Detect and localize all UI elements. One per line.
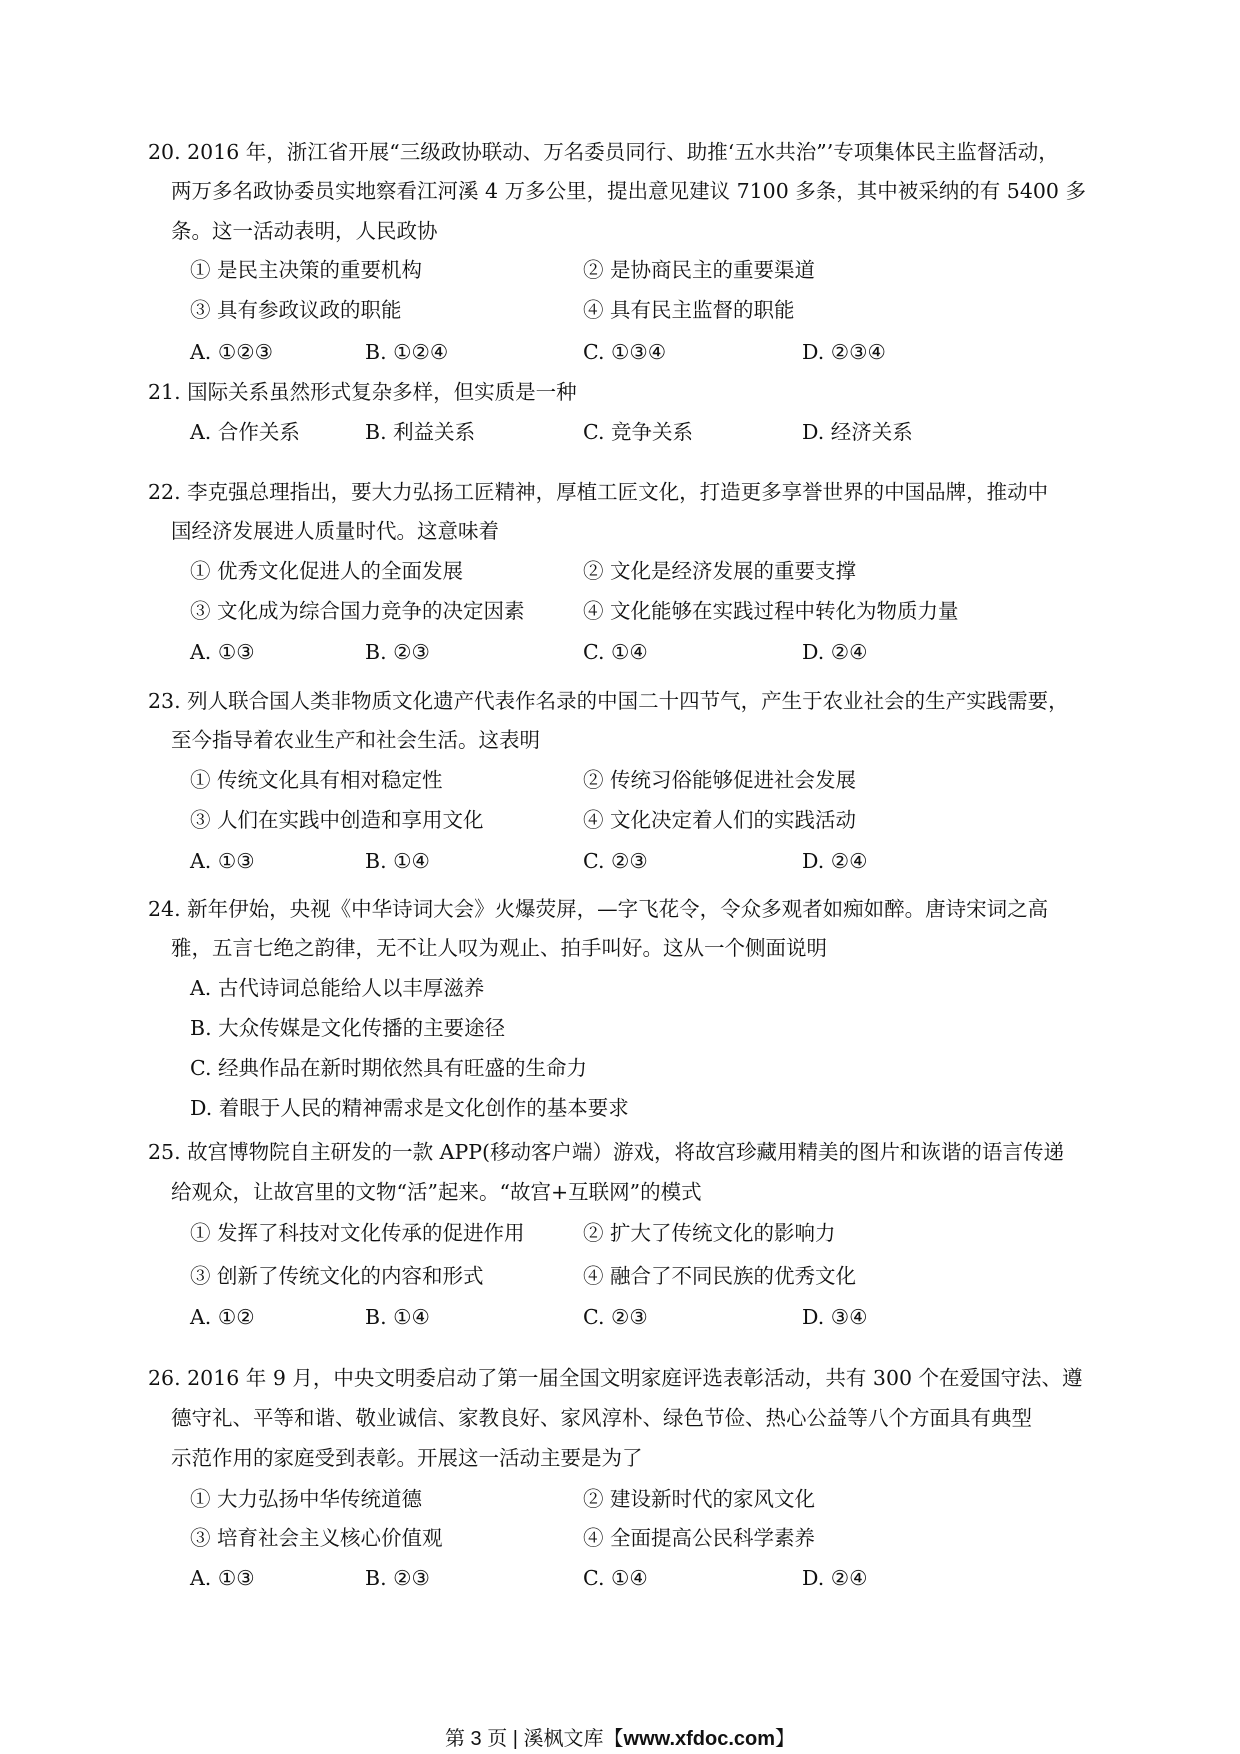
- question-text: 条。这一活动表明，人民政协: [171, 219, 438, 243]
- statement: ④ 文化决定着人们的实践活动: [583, 808, 857, 832]
- statement: ① 大力弘扬中华传统道德: [190, 1487, 423, 1511]
- question-text: 20. 2016 年，浙江省开展“三级政协联动、万名委员同行、助推‘五水共治”’专项集体民主监督活动，: [148, 140, 1059, 164]
- page-footer: [0, 1722, 1240, 1751]
- choice-b: B. 利益关系: [365, 420, 476, 444]
- question-text: 24. 新年伊始，央视《中华诗词大会》火爆荧屏，—字飞花令，令众多观者如痴如醉。唐诗宋词之高: [148, 897, 1049, 921]
- choice-a: A. ①②③: [190, 340, 273, 364]
- choice-d: D. ②③④: [802, 340, 886, 364]
- statement: ② 传统习俗能够促进社会发展: [583, 768, 857, 792]
- statement: ④ 文化能够在实践过程中转化为物质力量: [583, 599, 959, 623]
- choice-d: D. 经济关系: [802, 420, 913, 444]
- question-text: 国经济发展进人质量时代。这意味着: [171, 519, 499, 543]
- choice-c: C. ①④: [583, 1566, 648, 1590]
- footer-site-link[interactable]: www.xfdoc.com: [623, 1728, 776, 1750]
- statement: ① 优秀文化促进人的全面发展: [190, 559, 464, 583]
- question-text: 雅，五言七绝之韵律，无不让人叹为观止、拍手叫好。这从一个侧面说明: [171, 936, 827, 960]
- statement: ④ 全面提高公民科学素养: [583, 1526, 816, 1550]
- choice-d: D. ③④: [802, 1305, 868, 1329]
- choice-d: D. ②④: [802, 640, 868, 664]
- question-text: 26. 2016 年 9 月，中央文明委启动了第一届全国文明家庭评选表彰活动，共有 300 个在爱国守法、遵: [148, 1366, 1083, 1390]
- choice-a: A. 古代诗词总能给人以丰厚滋养: [190, 976, 485, 1000]
- question-text: 25. 故宫博物院自主研发的一款 APP(移动客户端）游戏，将故宫珍藏用精美的图片和诙谐的语言传递: [148, 1140, 1065, 1164]
- choice-c: C. 经典作品在新时期依然具有旺盛的生命力: [190, 1056, 587, 1080]
- choice-a: A. 合作关系: [190, 420, 300, 444]
- statement: ③ 文化成为综合国力竞争的决定因素: [190, 599, 525, 623]
- choice-a: A. ①②: [190, 1305, 255, 1329]
- choice-c: C. ②③: [583, 849, 648, 873]
- question-text: 给观众，让故宫里的文物“活”起来。“故宫+互联网”的模式: [171, 1180, 702, 1204]
- statement: ③ 培育社会主义核心价值观: [190, 1526, 443, 1550]
- choice-b: B. ①④: [365, 849, 430, 873]
- choice-b: B. ①④: [365, 1305, 430, 1329]
- question-text: 德守礼、平等和谐、敬业诚信、家教良好、家风淳朴、绿色节俭、热心公益等八个方面具有典型: [171, 1406, 1032, 1430]
- choice-a: A. ①③: [190, 640, 255, 664]
- statement: ① 传统文化具有相对稳定性: [190, 768, 443, 792]
- choice-c: C. ①④: [583, 640, 648, 664]
- statement: ① 是民主决策的重要机构: [190, 258, 423, 282]
- choice-d: D. 着眼于人民的精神需求是文化创作的基本要求: [190, 1096, 629, 1120]
- choice-b: B. ①②④: [365, 340, 449, 364]
- statement: ③ 创新了传统文化的内容和形式: [190, 1264, 484, 1288]
- statement: ② 文化是经济发展的重要支撑: [583, 559, 857, 583]
- choice-a: A. ①③: [190, 849, 255, 873]
- statement: ② 是协商民主的重要渠道: [583, 258, 816, 282]
- question-text: 23. 列人联合国人类非物质文化遗产代表作名录的中国二十四节气，产生于农业社会的生产实践需要，: [148, 689, 1069, 713]
- statement: ② 建设新时代的家风文化: [583, 1487, 816, 1511]
- choice-a: A. ①③: [190, 1566, 255, 1590]
- choice-b: B. ②③: [365, 1566, 430, 1590]
- statement: ② 扩大了传统文化的影响力: [583, 1221, 836, 1245]
- choice-c: C. ②③: [583, 1305, 648, 1329]
- choice-c: C. 竞争关系: [583, 420, 693, 444]
- statement: ① 发挥了科技对文化传承的促进作用: [190, 1221, 525, 1245]
- statement: ③ 具有参政议政的职能: [190, 298, 402, 322]
- choice-d: D. ②④: [802, 1566, 868, 1590]
- choice-c: C. ①③④: [583, 340, 667, 364]
- choice-b: B. ②③: [365, 640, 430, 664]
- footer-page-label: 第 3 页 | 溪枫文库【: [444, 1728, 624, 1750]
- question-text: 22. 李克强总理指出，要大力弘扬工匠精神，厚植工匠文化，打造更多享誉世界的中国品牌，推动中: [148, 480, 1049, 504]
- choice-d: D. ②④: [802, 849, 868, 873]
- question-text: 示范作用的家庭受到表彰。开展这一活动主要是为了: [171, 1446, 643, 1470]
- choice-b: B. 大众传媒是文化传播的主要途径: [190, 1016, 506, 1040]
- statement: ④ 融合了不同民族的优秀文化: [583, 1264, 857, 1288]
- question-text: 至今指导着农业生产和社会生活。这表明: [171, 728, 540, 752]
- statement: ④ 具有民主监督的职能: [583, 298, 795, 322]
- question-text: 两万多名政协委员实地察看江河溪 4 万多公里，提出意见建议 7100 多条，其中被采纳的有 5400 多: [171, 179, 1086, 203]
- footer-bracket: 】: [775, 1728, 796, 1750]
- question-text: 21. 国际关系虽然形式复杂多样，但实质是一种: [148, 380, 577, 404]
- statement: ③ 人们在实践中创造和享用文化: [190, 808, 484, 832]
